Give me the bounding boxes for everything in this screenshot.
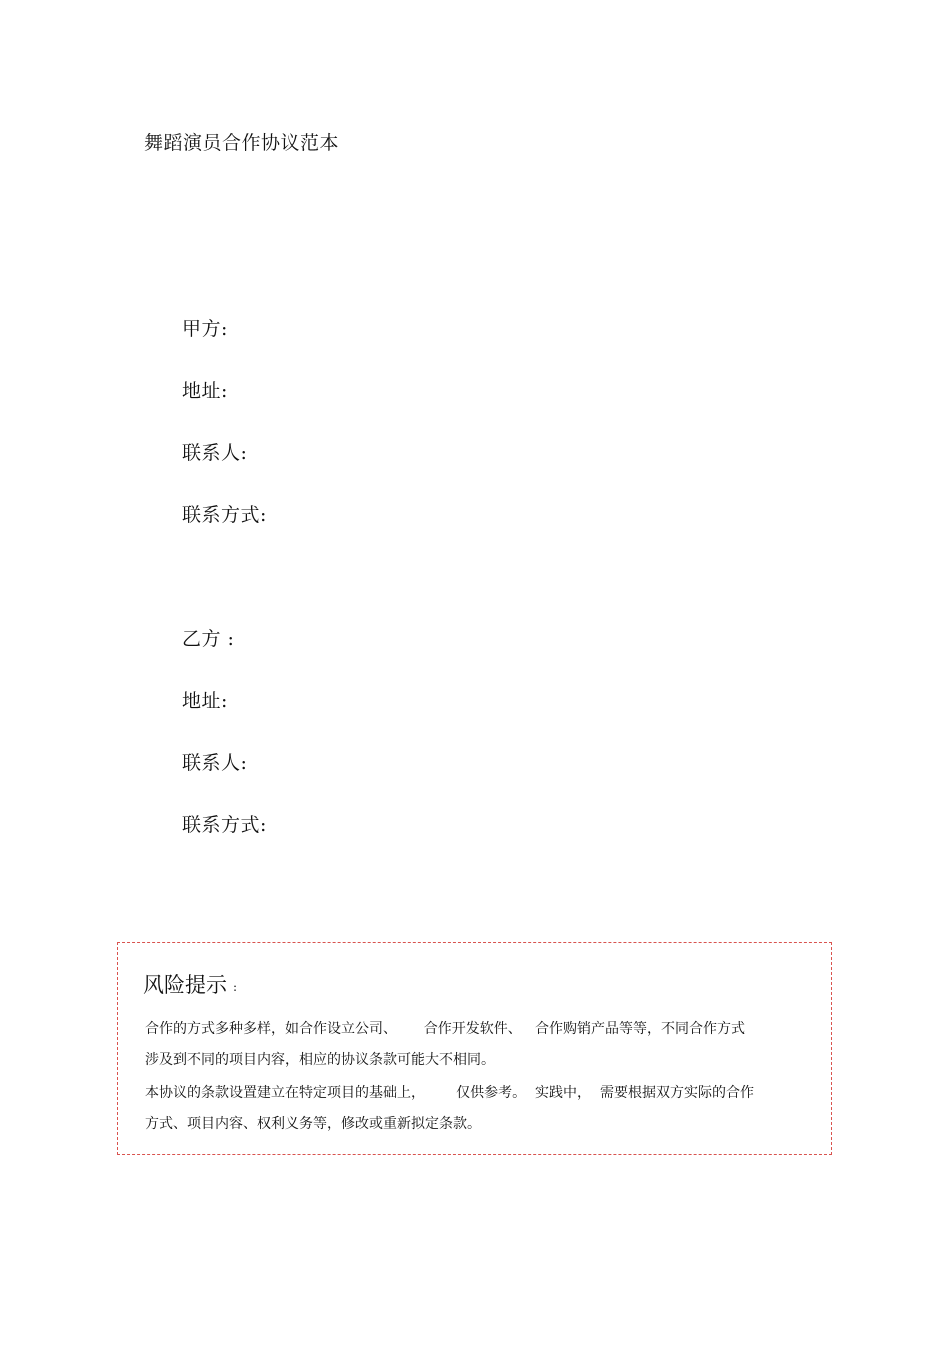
party-b-label: 乙方 :	[182, 628, 235, 650]
risk-notice-line: 涉及到不同的项目内容，相应的协议条款可能大不相同。	[145, 1052, 495, 1068]
party-b-address-label: 地址:	[182, 690, 228, 712]
party-a-label: 甲方:	[182, 318, 228, 340]
party-b-contact-label: 联系人:	[182, 752, 248, 774]
risk-notice-box	[117, 942, 832, 1155]
risk-notice-line: 方式、项目内容、权利义务等，修改或重新拟定条款。	[145, 1116, 481, 1132]
document-title: 舞蹈演员合作协议范本	[144, 132, 340, 154]
risk-notice-title-text: 风险提示	[143, 973, 227, 997]
risk-notice-title	[143, 969, 237, 999]
risk-notice-line: 合作的方式多种多样，如合作设立公司、 合作开发软件、 合作购销产品等等，不同合作方式	[145, 1021, 746, 1037]
party-a-contact-label: 联系人:	[182, 442, 248, 464]
party-a-contact-method-label: 联系方式:	[182, 504, 267, 526]
risk-notice-title-colon: :	[233, 979, 238, 994]
risk-notice-line: 本协议的条款设置建立在特定项目的基础上， 仅供参考。 实践中， 需要根据双方实际的合作	[145, 1085, 754, 1101]
party-a-address-label: 地址:	[182, 380, 228, 402]
party-b-contact-method-label: 联系方式:	[182, 814, 267, 836]
